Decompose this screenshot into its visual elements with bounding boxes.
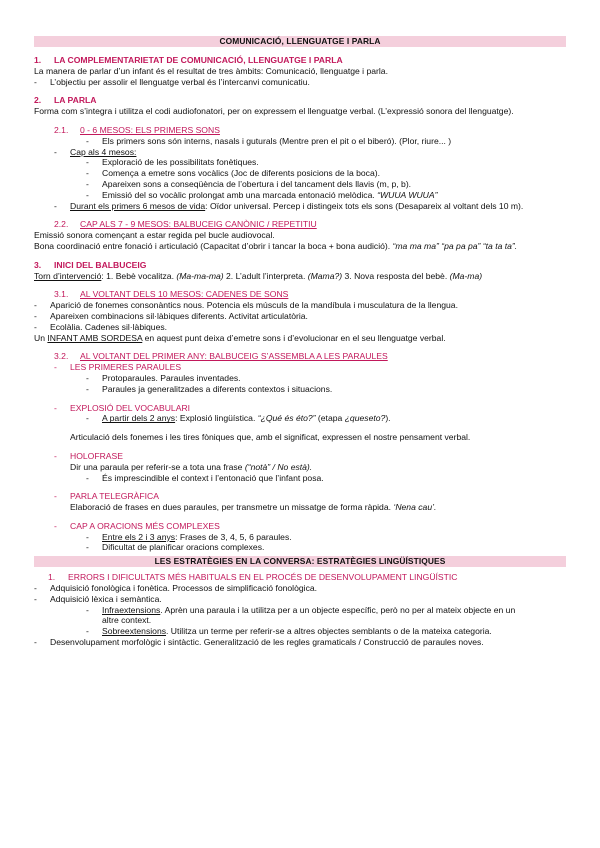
bullet-item: - L’objectiu per assolir el llenguatge verbal és l’intercanvi comunicatiu. xyxy=(34,76,310,87)
paragraph: Un INFANT AMB SORDESA en aquest punt deixa d’emetre sons i d’evolucionar en el seu llenguatge verbal. xyxy=(34,332,446,343)
subheading-oracions: - CAP A ORACIONS MÉS COMPLEXES xyxy=(54,520,220,531)
subheading-explosio: - EXPLOSIÓ DEL VOCABULARI xyxy=(54,402,191,413)
heading-errors: 1. ERRORS I DIFICULTATS MÉS HABITUALS EN EL PROCÉS DE DESENVOLUPAMENT LINGÜÍSTIC xyxy=(48,572,458,583)
paragraph: Articulació dels fonemes i les tires fòniques que, amb el significat, expressen el nostre pensament verbal. xyxy=(70,432,471,443)
list-item: - Protoparaules. Paraules inventades. xyxy=(86,372,241,383)
list-item: - Paraules ja generalitzades a diferents contextos i situacions. xyxy=(86,383,333,394)
list-item: - Ecolàlia. Cadenes sil·làbiques. xyxy=(34,321,168,332)
bullet-item: - Durant els primers 6 mesos de vida: Oïdor universal. Percep i distingeix tots els sons (Desapareix al voltant dels 10 m). xyxy=(54,200,524,211)
subheading-holofrase: - HOLOFRASE xyxy=(54,450,124,461)
list-item: - Emissió del so vocàlic prolongat amb una marcada entonació melòdica. “WUUA WUUA” xyxy=(86,189,438,200)
paragraph: La manera de parlar d’un infant és el resultat de tres àmbits: Comunicació, llenguatge i parla. xyxy=(34,65,388,76)
document-page xyxy=(34,36,566,648)
list-item: - Comença a emetre sons vocàlics (Joc de diferents posicions de la boca). xyxy=(86,168,381,179)
list-item: - Aparició de fonemes consonàntics nous. Potencia els músculs de la mandíbula i musculatura de la llengua. xyxy=(34,300,458,311)
paragraph: Dir una paraula per referir-se a tota una frase (“notà” / No està). xyxy=(70,461,313,472)
bullet-item: - Cap als 4 mesos: xyxy=(54,146,137,157)
section-header-bar: COMUNICACIÓ, LLENGUATGE I PARLA xyxy=(34,36,566,47)
list-item: - Sobreextensions. Utilitza un terme per referir-se a altres objectes semblants o de la mateixa categoria. xyxy=(86,626,492,637)
paragraph: Torn d’intervenció: 1. Bebè vocalitza. (Ma-ma-ma) 2. L’adult l’interpreta. (Mama?) 3. Nova resposta del bebè. (Ma-ma) xyxy=(34,270,483,281)
list-item: - Infraextensions. Aprèn una paraula i la utilitza per a un objecte específic, però no per al mateix objecte en un xyxy=(86,604,516,615)
heading-3-1: 3.1. AL VOLTANT DELS 10 MESOS: CADENES DE SONS xyxy=(54,289,289,300)
paragraph: Forma com s’integra i utilitza el codi audiofonatori, per on expressem el llenguatge verbal. (L’expressió sonora del llenguatge). xyxy=(34,106,514,117)
heading-1: 1. LA COMPLEMENTARIETAT DE COMUNICACIÓ, LLENGUATGE I PARLA xyxy=(34,55,343,65)
heading-2-1: 2.1. 0 - 6 MESOS: ELS PRIMERS SONS xyxy=(54,124,220,135)
heading-3: 3. INICI DEL BALBUCEIG xyxy=(34,259,147,270)
list-item: - Desenvolupament morfològic i sintàctic. Generalització de les regles gramaticals / Construcció de paraules noves. xyxy=(34,637,484,648)
heading-3-2: 3.2. AL VOLTANT DEL PRIMER ANY: BALBUCEIG S’ASSEMBLA A LES PARAULES xyxy=(54,351,388,362)
heading-2: 2. LA PARLA xyxy=(34,95,97,106)
subheading-primeres-paraules: - LES PRIMERES PARAULES xyxy=(54,362,182,373)
list-item: - Apareixen combinacions sil·làbiques diferents. Activitat articulatòria. xyxy=(34,310,308,321)
list-item-continuation: altre context. xyxy=(102,615,152,626)
section-header-bar-strategies: LES ESTRATÈGIES EN LA CONVERSA: ESTRATÈGIES LINGÜÍSTIQUES xyxy=(34,556,566,567)
list-item: - Apareixen sons a conseqüència de l’obertura i del tancament dels llavis (m, p, b). xyxy=(86,178,412,189)
list-item: - És imprescindible el context i l’entonació que l’infant posa. xyxy=(86,472,324,483)
list-item: - Dificultat de planificar oracions complexes. xyxy=(86,542,265,553)
heading-2-2: 2.2. CAP ALS 7 - 9 MESOS: BALBUCEIG CANÒNIC / REPETITIU xyxy=(54,219,317,230)
list-item: - Exploració de les possibilitats fonètiques. xyxy=(86,157,259,168)
list-item: - Entre els 2 i 3 anys: Frases de 3, 4, 5, 6 paraules. xyxy=(86,531,292,542)
list-item: - A partir dels 2 anys: Explosió lingüística. “¿Qué és éto?” (etapa ¿queseto?). xyxy=(86,413,391,424)
paragraph: Bona coordinació entre fonació i articulació (Capacitat d’obrir i tancar la boca + bona audició). “ma ma ma” “pa pa pa” “ta ta ta”. xyxy=(34,240,518,251)
list-item: - Adquisició fonològica i fonètica. Processos de simplificació fonològica. xyxy=(34,583,318,594)
list-item: - Adquisició lèxica i semàntica. xyxy=(34,593,162,604)
paragraph: Elaboració de frases en dues paraules, per transmetre un missatge de forma ràpida. ‘Nena cau’. xyxy=(70,502,437,513)
paragraph: Emissió sonora començant a estar regida pel bucle audiovocal. xyxy=(34,230,275,241)
subheading-telegrafica: - PARLA TELEGRÀFICA xyxy=(54,491,159,502)
bullet-item: - Els primers sons són interns, nasals i guturals (Mentre pren el pit o el biberó). (Plor, riure... ) xyxy=(86,135,452,146)
cap-list xyxy=(34,157,566,200)
